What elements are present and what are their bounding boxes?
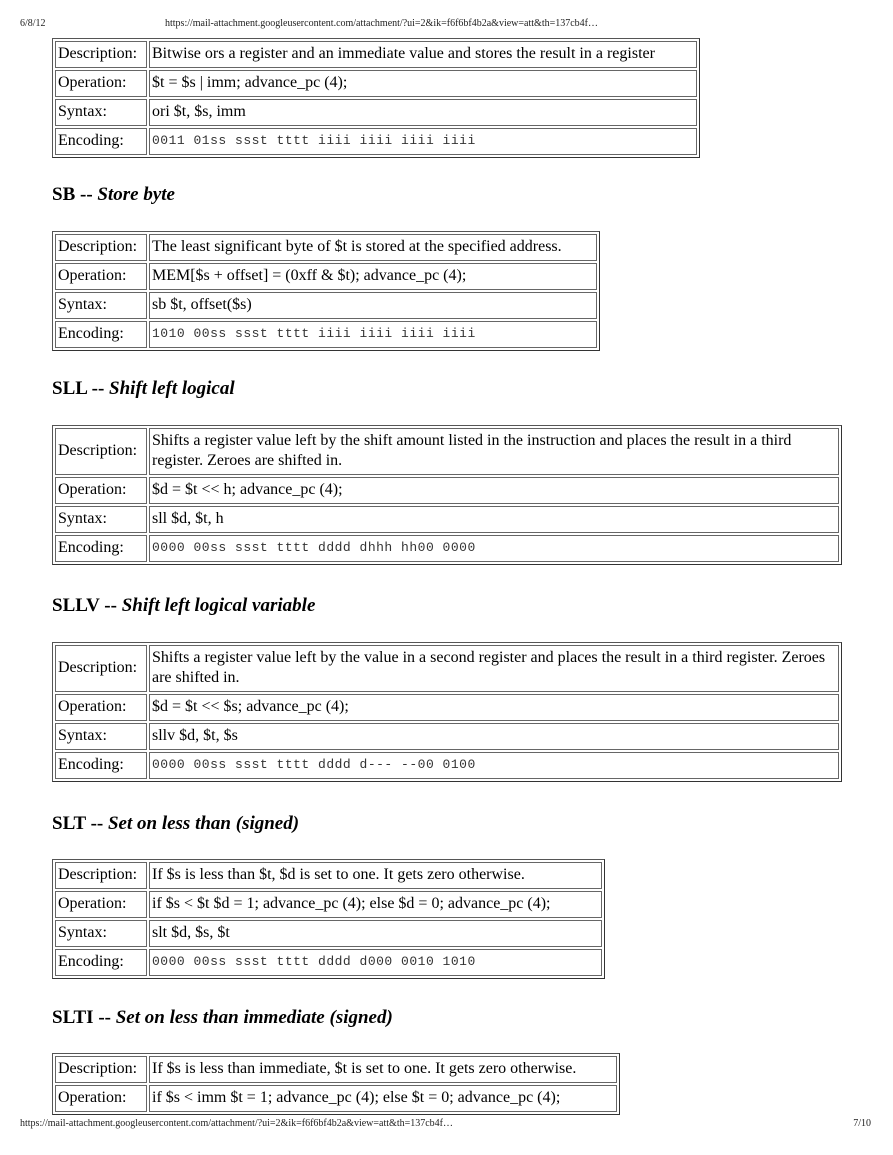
table-row xyxy=(55,891,602,918)
syntax-label: Syntax: xyxy=(55,723,147,750)
operation-label: Operation: xyxy=(55,70,147,97)
slti-mnemonic: SLTI -- xyxy=(52,1007,111,1028)
slti-operation: if $s < imm $t = 1; advance_pc (4); else $t = 0; advance_pc (4); xyxy=(149,1085,617,1112)
sb-encoding: 1010 00ss ssst tttt iiii iiii iiii iiii xyxy=(149,321,597,348)
operation-label: Operation: xyxy=(55,263,147,290)
table-row xyxy=(55,234,597,261)
print-footer-url: https://mail-attachment.googleusercontent.com/attachment/?ui=2&ik=f6f6bf4b2a&view=att&th=137cb4f… xyxy=(20,1118,454,1129)
ori-table xyxy=(52,38,700,158)
table-row xyxy=(55,920,602,947)
description-label: Description: xyxy=(55,428,147,475)
page-number: 7/10 xyxy=(853,1118,871,1129)
table-row xyxy=(55,41,697,68)
slt-heading xyxy=(52,813,299,835)
operation-label: Operation: xyxy=(55,891,147,918)
sllv-encoding: 0000 00ss ssst tttt dddd d--- --00 0100 xyxy=(149,752,839,779)
ori-operation: $t = $s | imm; advance_pc (4); xyxy=(149,70,697,97)
sllv-heading xyxy=(52,595,315,617)
slt-operation: if $s < $t $d = 1; advance_pc (4); else $d = 0; advance_pc (4); xyxy=(149,891,602,918)
slti-heading xyxy=(52,1007,393,1029)
encoding-label: Encoding: xyxy=(55,321,147,348)
sb-operation: MEM[$s + offset] = (0xff & $t); advance_pc (4); xyxy=(149,263,597,290)
sllv-description: Shifts a register value left by the value in a second register and places the result in a third register. Zeroes are shifted in. xyxy=(149,645,839,692)
operation-label: Operation: xyxy=(55,694,147,721)
table-row xyxy=(55,535,839,562)
table-row xyxy=(55,99,697,126)
table-row xyxy=(55,694,839,721)
table-row xyxy=(55,862,602,889)
slti-table xyxy=(52,1053,620,1115)
syntax-label: Syntax: xyxy=(55,506,147,533)
sb-table xyxy=(52,231,600,351)
description-label: Description: xyxy=(55,645,147,692)
table-row xyxy=(55,128,697,155)
sllv-mnemonic: SLLV -- xyxy=(52,595,117,616)
syntax-label: Syntax: xyxy=(55,920,147,947)
sll-mnemonic: SLL -- xyxy=(52,378,105,399)
ori-description: Bitwise ors a register and an immediate value and stores the result in a register xyxy=(149,41,697,68)
slt-mnemonic: SLT -- xyxy=(52,813,104,834)
sllv-name: Shift left logical variable xyxy=(121,595,316,616)
sll-syntax: sll $d, $t, h xyxy=(149,506,839,533)
ori-encoding: 0011 01ss ssst tttt iiii iiii iiii iiii xyxy=(149,128,697,155)
sllv-table xyxy=(52,642,842,782)
operation-label: Operation: xyxy=(55,1085,147,1112)
sb-syntax: sb $t, offset($s) xyxy=(149,292,597,319)
table-row xyxy=(55,477,839,504)
syntax-label: Syntax: xyxy=(55,292,147,319)
table-row xyxy=(55,428,839,475)
ori-syntax: ori $t, $s, imm xyxy=(149,99,697,126)
sb-name: Store byte xyxy=(97,184,175,205)
slt-encoding: 0000 00ss ssst tttt dddd d000 0010 1010 xyxy=(149,949,602,976)
encoding-label: Encoding: xyxy=(55,535,147,562)
operation-label: Operation: xyxy=(55,477,147,504)
table-row xyxy=(55,1085,617,1112)
print-header-url: https://mail-attachment.googleusercontent.com/attachment/?ui=2&ik=f6f6bf4b2a&view=att&th=137cb4f… xyxy=(165,18,599,29)
description-label: Description: xyxy=(55,862,147,889)
slt-name: Set on less than (signed) xyxy=(107,813,300,834)
sll-heading xyxy=(52,378,235,400)
sb-mnemonic: SB -- xyxy=(52,184,93,205)
print-date: 6/8/12 xyxy=(20,18,46,29)
encoding-label: Encoding: xyxy=(55,128,147,155)
sb-heading xyxy=(52,184,175,206)
table-row xyxy=(55,70,697,97)
sb-description: The least significant byte of $t is stored at the specified address. xyxy=(149,234,597,261)
table-row xyxy=(55,292,597,319)
description-label: Description: xyxy=(55,1056,147,1083)
sll-operation: $d = $t << h; advance_pc (4); xyxy=(149,477,839,504)
slt-table xyxy=(52,859,605,979)
encoding-label: Encoding: xyxy=(55,949,147,976)
table-row xyxy=(55,723,839,750)
slt-description: If $s is less than $t, $d is set to one. It gets zero otherwise. xyxy=(149,862,602,889)
syntax-label: Syntax: xyxy=(55,99,147,126)
table-row xyxy=(55,645,839,692)
slti-name: Set on less than immediate (signed) xyxy=(115,1007,393,1028)
slt-syntax: slt $d, $s, $t xyxy=(149,920,602,947)
table-row xyxy=(55,506,839,533)
sll-encoding: 0000 00ss ssst tttt dddd dhhh hh00 0000 xyxy=(149,535,839,562)
table-row xyxy=(55,752,839,779)
description-label: Description: xyxy=(55,41,147,68)
table-row xyxy=(55,263,597,290)
description-label: Description: xyxy=(55,234,147,261)
sll-name: Shift left logical xyxy=(109,378,235,399)
sllv-syntax: sllv $d, $t, $s xyxy=(149,723,839,750)
sll-description: Shifts a register value left by the shift amount listed in the instruction and places the result in a third register. Zeroes are shifted in. xyxy=(149,428,839,475)
table-row xyxy=(55,321,597,348)
encoding-label: Encoding: xyxy=(55,752,147,779)
sllv-operation: $d = $t << $s; advance_pc (4); xyxy=(149,694,839,721)
table-row xyxy=(55,949,602,976)
sll-table xyxy=(52,425,842,565)
slti-description: If $s is less than immediate, $t is set to one. It gets zero otherwise. xyxy=(149,1056,617,1083)
table-row xyxy=(55,1056,617,1083)
